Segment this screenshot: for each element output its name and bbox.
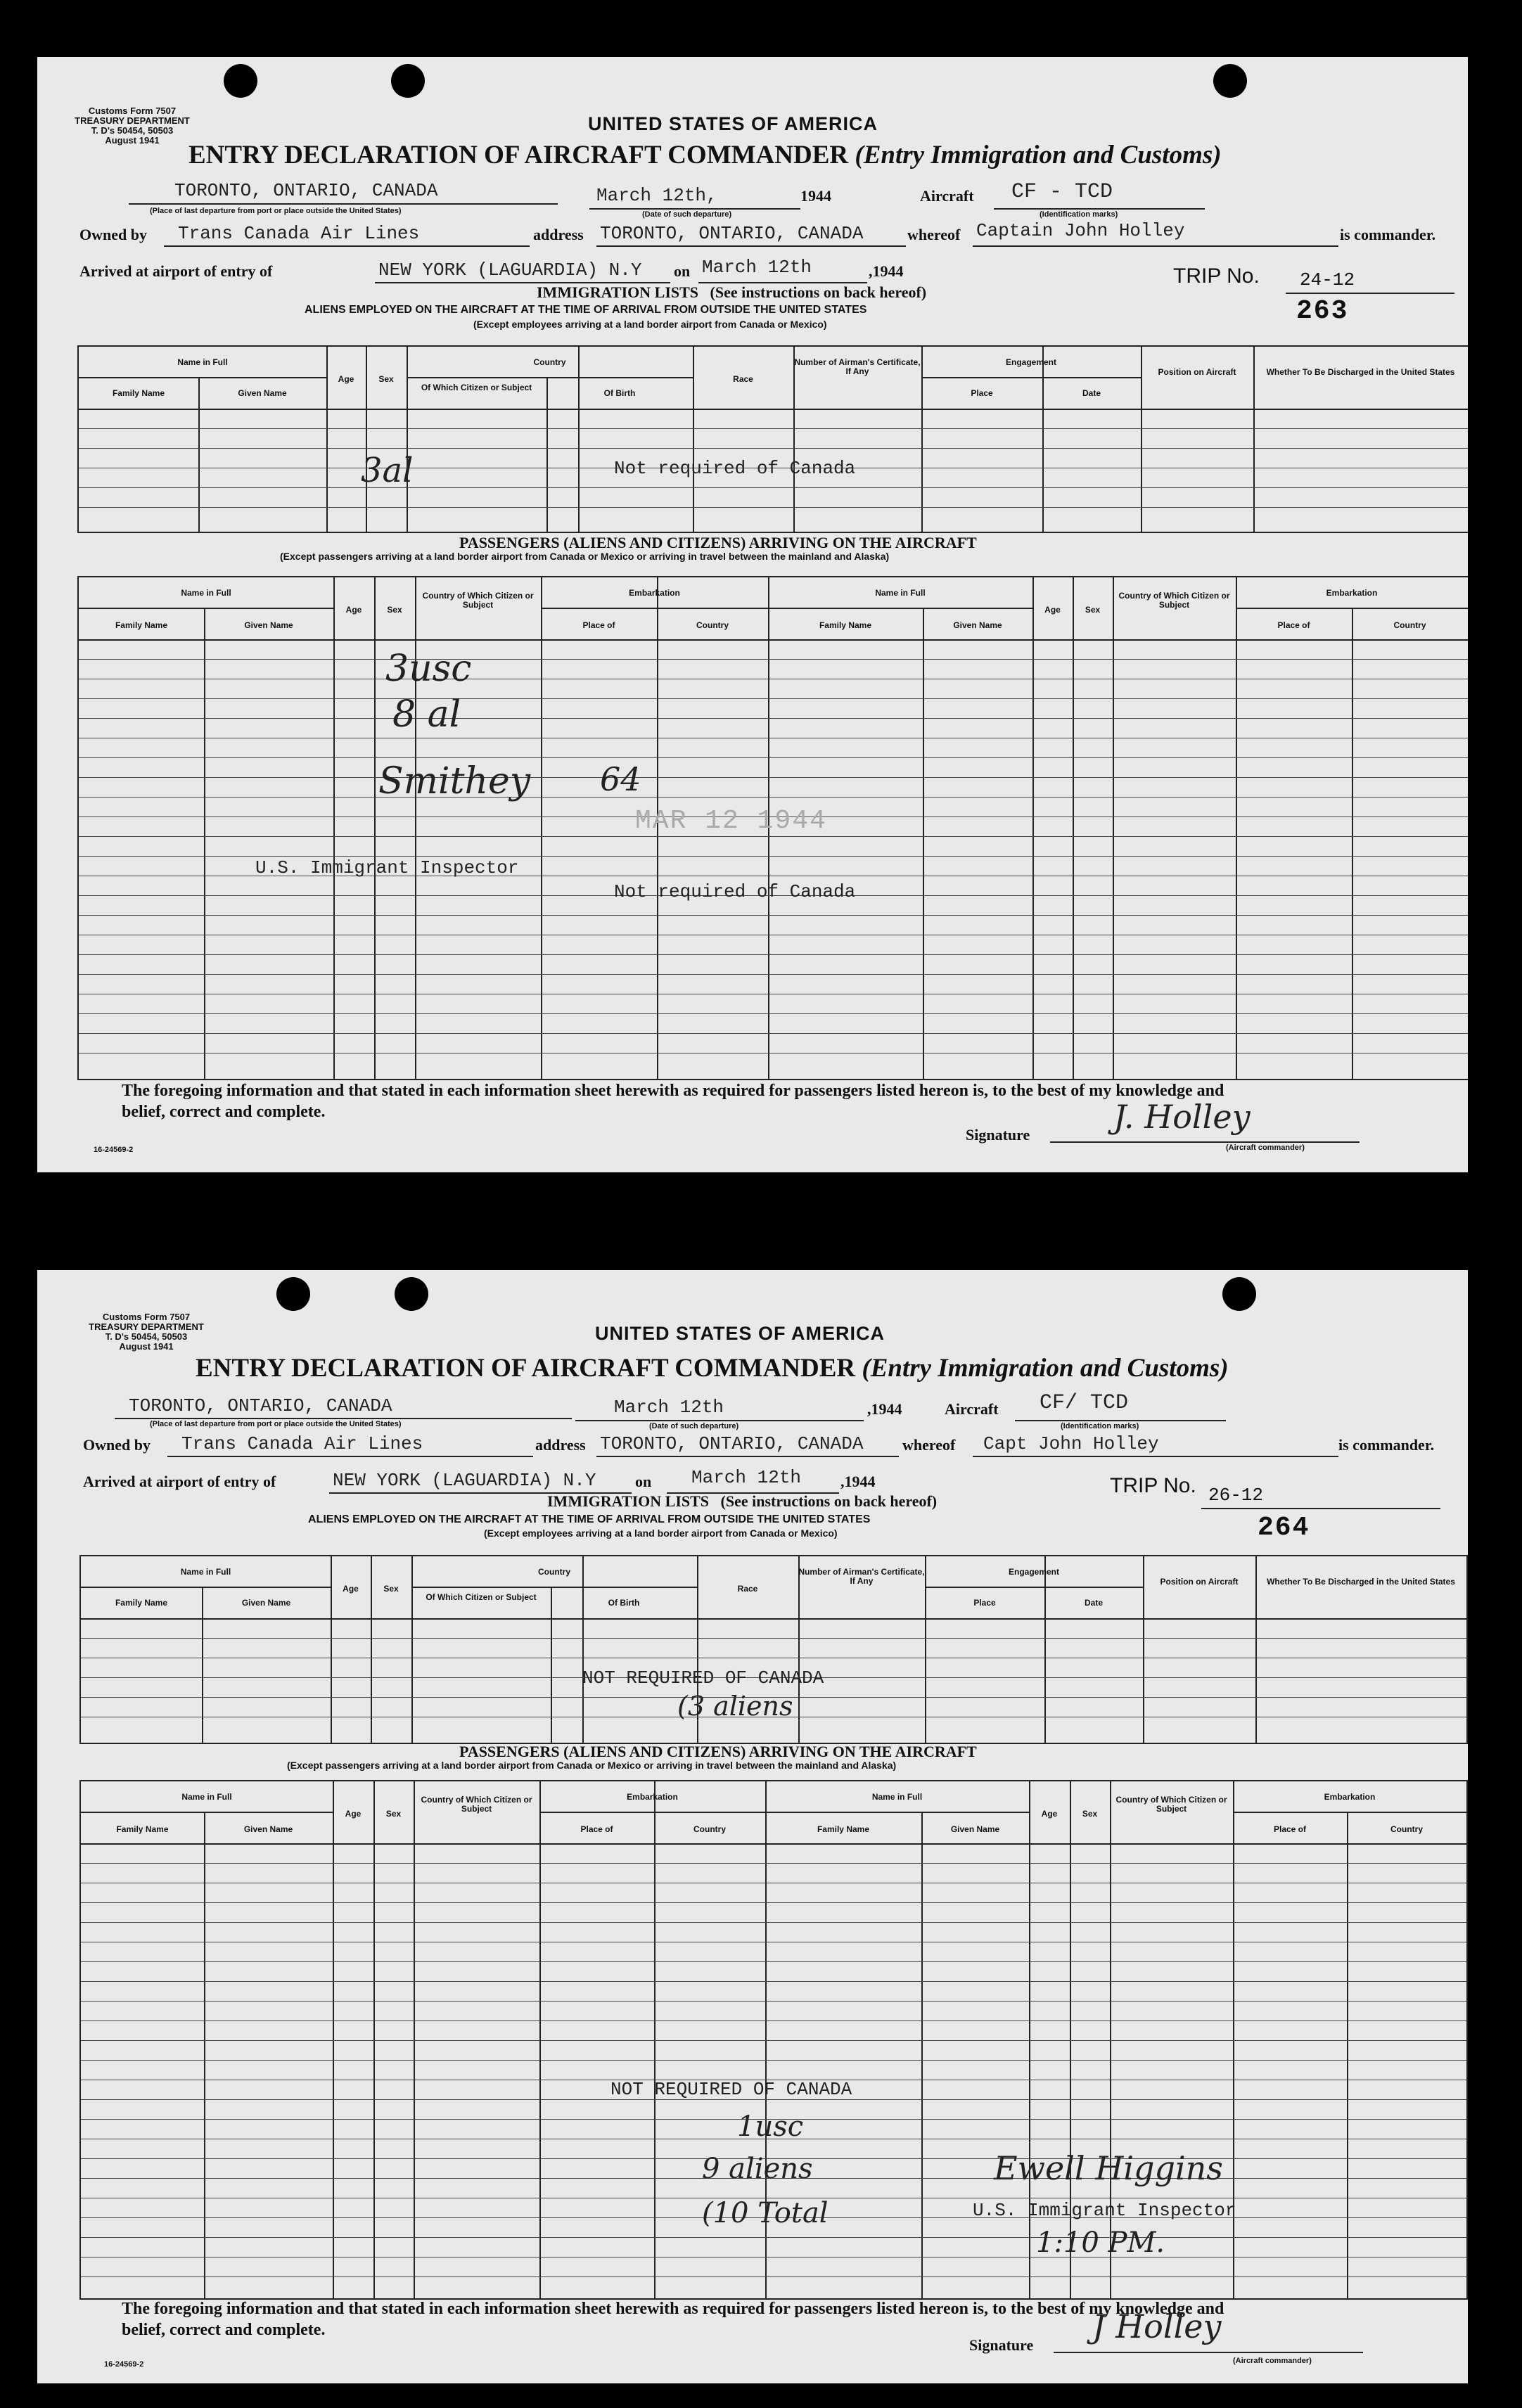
trip-number: 26-12 [1208, 1485, 1264, 1506]
form-number-block: Customs Form 7507 TREASURY DEPARTMENT T. D's 50454, 50503 August 1941 [89, 1312, 204, 1352]
place-of-departure: TORONTO, ONTARIO, CANADA [174, 180, 438, 201]
ruled-line [81, 2040, 1466, 2041]
ruled-line [79, 1053, 1468, 1054]
inspector-signature: Smithey [378, 760, 531, 802]
crew-note: NOT REQUIRED OF CANADA [582, 1667, 824, 1689]
arrival-year: 4 [895, 262, 904, 280]
date-caption: (Date of such departure) [642, 210, 732, 219]
signature-label: Signature [969, 2336, 1034, 2354]
print-code: 16-24569-2 [104, 2360, 144, 2369]
trip-number: 24-12 [1300, 269, 1355, 290]
ruled-line [79, 757, 1468, 758]
form-title: ENTRY DECLARATION OF AIRCRAFT COMMANDER (Entry Immigration and Customs) [196, 1354, 1229, 1383]
owned-by-label: Owned by [79, 226, 147, 243]
ruled-line [79, 718, 1468, 719]
place-caption: (Place of last departure from port or place outside the United States) [150, 1420, 402, 1428]
signature-caption: (Aircraft commander) [1233, 2357, 1312, 2365]
declaration-form-264: Customs Form 7507 TREASURY DEPARTMENT T. D's 50454, 50503 August 1941 UNITED STATES OF AMERICA ENTRY DECLARATION OF AIRCRAFT COMMANDER (Entry Immigration and Customs) TORONTO, ONTARIO, CANADA (Place of last departure from port or place outside the United States) March 12th ,1944 (Date of such departure) Aircraft CF/ TCD (Identification marks) Owned by Trans Canada Air Lines address TORONTO, ONTARIO, CANADA whereof Capt John Holley is commander. Arrived at airport of entry of NEW YORK (LAGUARDIA) N.Y on March 12th ,1944 TRIP No. 26-12 264 IMMIGRATION LISTS (See instructions on back hereof) ALIENS EMPLOYED ON THE AIRCRAFT AT THE TIME OF ARRIVAL FROM OUTSIDE THE UNITED STATES (Except employees arriving at a land border airport from Canada or Mexico) Name in Full Family Name Given Name Age Sex Country Of Which Citizen or Subject Of Birth Race Number of Airman's Certificate, If Any Engagement Place Date Position on Aircraft Whether To Be Discharged in the United States NOT REQUIRED OF CANADA (3 aliens PASSENGERS (ALIENS AND CITIZENS) ARRIVING ON THE AIRCRAFT (Except passengers arriving at a land border airport from Canada or Mexico or arriving in travel between the mainland and Alaska) Name in Full Family Name Given Name Age Sex Country of Which Citizen or Subject Embarkation Place of Country Name in Full Family Name Given Name Age Sex Country of Which Citizen or Subject Embarkation Place of Country NOT REQUIRED OF CANADA 1usc 9 aliens (10 Total Ewell Higgins U.S. Immigrant Inspector 1:10 PM. The foregoing information and that stated in each information sheet herewith as required for passengers listed hereon is, to the best of my knowledge and belief, correct and complete. Signature J Holley (Aircraft commander) 16-24569-2 [37, 1270, 1468, 2383]
aircraft-marks: CF/ TCD [1040, 1391, 1129, 1415]
ruled-line [79, 797, 1468, 798]
punch-hole [276, 1277, 310, 1311]
ruled-line [81, 1922, 1466, 1923]
passengers-heading: PASSENGERS (ALIENS AND CITIZENS) ARRIVING ON THE AIRCRAFT [459, 534, 977, 551]
ruled-line [81, 1961, 1466, 1962]
passengers-table: Name in Full Family Name Given Name Age Sex Country of Which Citizen or Subject Embarkation Place of Country Name in Full Family Name Given Name Age Sex Country of Which Citizen or Subject Embarkation Place of Country [79, 1780, 1468, 2300]
ident-caption: (Identification marks) [1040, 210, 1118, 219]
form-title: ENTRY DECLARATION OF AIRCRAFT COMMANDER (Entry Immigration and Customs) [188, 141, 1222, 169]
address: TORONTO, ONTARIO, CANADA [600, 223, 864, 244]
punch-hole [224, 64, 257, 98]
address-label: address [533, 226, 584, 243]
passengers-except: (Except passengers arriving at a land border airport from Canada or Mexico or arriving in travel between the mainland and Alaska) [280, 551, 890, 562]
owned-by-label: Owned by [83, 1436, 151, 1454]
ruled-line [79, 659, 1468, 660]
arrival-year: 1944 [844, 1473, 876, 1490]
ruled-line [79, 974, 1468, 975]
on-label: on [635, 1473, 652, 1490]
certification-text: The foregoing information and that stated in each information sheet herewith as required for passengers listed hereon is, to the best of my knowledge and belief, correct and complete. [122, 1082, 1224, 1121]
serial-number: 264 [1258, 1513, 1310, 1543]
commander-name: Capt John Holley [983, 1433, 1159, 1454]
handwritten-total: (10 Total [702, 2197, 829, 2229]
signature-caption: (Aircraft commander) [1226, 1144, 1305, 1152]
whereof-label: whereof [902, 1436, 956, 1454]
arrival-date: March 12th [691, 1467, 802, 1488]
ruled-line [81, 2001, 1466, 2002]
aliens-heading: ALIENS EMPLOYED ON THE AIRCRAFT AT THE TIME OF ARRIVAL FROM OUTSIDE THE UNITED STATES [308, 1513, 871, 1525]
arrival-airport: NEW YORK (LAGUARDIA) N.Y [378, 260, 642, 281]
ruled-line [81, 2276, 1466, 2277]
serial-number: 263 [1296, 296, 1349, 326]
inspection-time: 1:10 PM. [1036, 2227, 1165, 2259]
passengers-note: Not required of Canada [614, 881, 856, 902]
ruled-line [79, 915, 1468, 916]
arrived-label: Arrived at airport of entry of [79, 262, 273, 280]
whereof-label: whereof [907, 226, 961, 243]
commander-name: Captain John Holley [976, 220, 1185, 241]
trip-label: TRIP No. [1173, 264, 1260, 288]
punch-hole [391, 64, 425, 98]
handwritten-citizens: 1usc [737, 2111, 804, 2143]
passengers-heading: PASSENGERS (ALIENS AND CITIZENS) ARRIVING ON THE AIRCRAFT [459, 1743, 977, 1760]
ruled-line [79, 1013, 1468, 1014]
is-commander-label: is commander. [1338, 1436, 1435, 1454]
ruled-line [79, 836, 1468, 837]
aircraft-label: Aircraft [945, 1400, 999, 1418]
ruled-line [79, 856, 1468, 857]
departure-date: March 12th [614, 1397, 724, 1418]
crew-handwritten-count: (3 aliens [677, 1691, 793, 1722]
print-code: 16-24569-2 [94, 1146, 134, 1154]
ruled-line [79, 954, 1468, 955]
crew-note: Not required of Canada [614, 458, 856, 479]
country-heading: UNITED STATES OF AMERICA [595, 1323, 885, 1344]
crew-handwritten-count: 3al [361, 451, 414, 490]
ruled-line [81, 1981, 1466, 1982]
place-caption: (Place of last departure from port or place outside the United States) [150, 207, 402, 215]
ruled-line [81, 2020, 1466, 2021]
owner: Trans Canada Air Lines [181, 1433, 423, 1454]
ruled-line [81, 2257, 1466, 2258]
date-stamp: MAR 12 1944 [635, 806, 827, 836]
ident-caption: (Identification marks) [1061, 1422, 1139, 1430]
punch-hole [1222, 1277, 1256, 1311]
handwritten-citizens: 3usc [385, 648, 472, 690]
immigration-heading: IMMIGRATION LISTS (See instructions on back hereof) [537, 283, 927, 301]
departure-year: 1944 [800, 187, 831, 205]
departure-date: March 12th, [596, 185, 717, 206]
ruled-line [81, 2237, 1466, 2238]
arrival-airport: NEW YORK (LAGUARDIA) N.Y [333, 1470, 596, 1491]
passengers-table: Name in Full Family Name Given Name Age Sex Country of Which Citizen or Subject Embarkation Place of Country Name in Full Family Name Given Name Age Sex Country of Which Citizen or Subject Embarkation Place of Country [77, 576, 1468, 1080]
handwritten-aliens: 8 al [392, 693, 461, 736]
address-label: address [535, 1436, 586, 1454]
address: TORONTO, ONTARIO, CANADA [600, 1433, 864, 1454]
inspector-label: U.S. Immigrant Inspector [973, 2200, 1236, 2221]
aliens-except: (Except employees arriving at a land border airport from Canada or Mexico) [484, 1528, 838, 1539]
aliens-except: (Except employees arriving at a land border airport from Canada or Mexico) [473, 319, 827, 330]
owner: Trans Canada Air Lines [178, 223, 420, 244]
ruled-line [81, 2060, 1466, 2061]
inspector-signature: Ewell Higgins [994, 2149, 1223, 2187]
country-heading: UNITED STATES OF AMERICA [588, 113, 878, 134]
crew-table: Name in Full Family Name Given Name Age Sex Country Of Which Citizen or Subject Of Birth Race Number of Airman's Certificate, If Any Engagement Place Date Position on Aircraft Whether To Be Discharged in the United States [77, 345, 1468, 533]
passengers-note: NOT REQUIRED OF CANADA [610, 2079, 852, 2100]
certification-text: The foregoing information and that stated in each information sheet herewith as required for passengers listed hereon is, to the best of my knowledge and belief, correct and complete. [122, 2300, 1224, 2339]
ruled-line [79, 777, 1468, 778]
form-number-block: Customs Form 7507 TREASURY DEPARTMENT T. D's 50454, 50503 August 1941 [75, 105, 190, 146]
signature-label: Signature [966, 1126, 1030, 1144]
aircraft-label: Aircraft [920, 187, 974, 205]
on-label: on [674, 262, 691, 280]
ruled-line [79, 698, 1468, 699]
is-commander-label: is commander. [1340, 226, 1436, 243]
punch-hole [395, 1277, 428, 1311]
inspector-label: U.S. Immigrant Inspector [255, 857, 519, 878]
passengers-except: (Except passengers arriving at a land border airport from Canada or Mexico or arriving in travel between the mainland and Alaska) [287, 1760, 897, 1771]
handwritten-aliens: 9 aliens [702, 2153, 813, 2185]
commander-signature: J. Holley [1113, 1098, 1251, 1136]
ruled-line [79, 1033, 1468, 1034]
ruled-line [81, 1902, 1466, 1903]
place-of-departure: TORONTO, ONTARIO, CANADA [129, 1395, 392, 1416]
immigration-heading: IMMIGRATION LISTS (See instructions on back hereof) [547, 1492, 938, 1510]
aliens-heading: ALIENS EMPLOYED ON THE AIRCRAFT AT THE TIME OF ARRIVAL FROM OUTSIDE THE UNITED STATES [305, 304, 867, 316]
aircraft-marks: CF - TCD [1011, 180, 1113, 204]
departure-year: 1944 [871, 1400, 902, 1418]
commander-signature: J Holley [1092, 2307, 1222, 2345]
inspector-note: 64 [600, 760, 641, 798]
ruled-line [81, 1863, 1466, 1864]
crew-table: Name in Full Family Name Given Name Age Sex Country Of Which Citizen or Subject Of Birth Race Number of Airman's Certificate, If Any Engagement Place Date Position on Aircraft Whether To Be Discharged in the United States [79, 1555, 1468, 1744]
declaration-form-263: Customs Form 7507 TREASURY DEPARTMENT T. D's 50454, 50503 August 1941 UNITED STATES OF AMERICA ENTRY DECLARATION OF AIRCRAFT COMMANDER (Entry Immigration and Customs) TORONTO, ONTARIO, CANADA (Place of last departure from port or place outside the United States) March 12th, 1944 (Date of such departure) Aircraft CF - TCD (Identification marks) Owned by Trans Canada Air Lines address TORONTO, ONTARIO, CANADA whereof Captain John Holley is commander. Arrived at airport of entry of NEW YORK (LAGUARDIA) N.Y on March 12th ,1944 TRIP No. 24-12 263 IMMIGRATION LISTS (See instructions on back hereof) ALIENS EMPLOYED ON THE AIRCRAFT AT THE TIME OF ARRIVAL FROM OUTSIDE THE UNITED STATES (Except employees arriving at a land border airport from Canada or Mexico) Name in Full Family Name Given Name Age Sex Country Of Which Citizen or Subject Of Birth Race Number of Airman's Certificate, If Any Engagement Place Date Position on Aircraft Whether To Be Discharged in the United States Not required of Canada 3al PASSENGERS (ALIENS AND CITIZENS) ARRIVING ON THE AIRCRAFT (Except passengers arriving at a land border airport from Canada or Mexico or arriving in travel between the mainland and Alaska) Name in Full Family Name Given Name Age Sex Country of Which Citizen or Subject Embarkation Place of Country Name in Full Family Name Given Name Age Sex Country of Which Citizen or Subject Embarkation Place of Country 3usc 8 al Smithey 64 MAR 12 1944 U.S. Immigrant Inspector Not required of Canada The foregoing information and that stated in each information sheet herewith as required for passengers listed hereon is, to the best of my knowledge and belief, correct and complete. Signature J. Holley (Aircraft commander) 16-24569-2 [37, 57, 1468, 1172]
date-caption: (Date of such departure) [649, 1422, 739, 1430]
arrival-date: March 12th [702, 257, 812, 278]
punch-hole [1213, 64, 1247, 98]
arrived-label: Arrived at airport of entry of [83, 1473, 276, 1490]
trip-label: TRIP No. [1110, 1474, 1196, 1497]
